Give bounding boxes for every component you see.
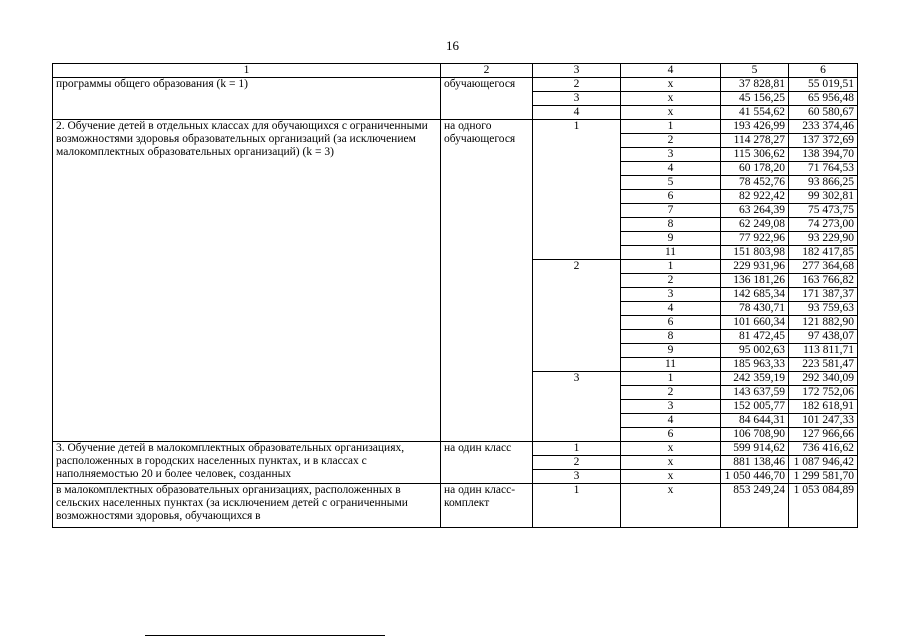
cell-col6: 223 581,47 — [789, 358, 858, 372]
unit-label: на один класс-комплект — [441, 484, 533, 528]
cell-col5: 81 472,45 — [721, 330, 789, 344]
cell-col6: 93 229,90 — [789, 232, 858, 246]
cell-col5: 77 922,96 — [721, 232, 789, 246]
cell-col6: 182 417,85 — [789, 246, 858, 260]
cell-col5: 115 306,62 — [721, 148, 789, 162]
cell-col4: 11 — [621, 358, 721, 372]
cell-col6: 101 247,33 — [789, 414, 858, 428]
cell-col3: 4 — [533, 106, 621, 120]
cell-col4: 2 — [621, 386, 721, 400]
cell-col4: 9 — [621, 344, 721, 358]
column-header-3: 3 — [533, 64, 621, 78]
table-row — [53, 442, 858, 456]
cell-col5: 136 181,26 — [721, 274, 789, 288]
row-description: 3. Обучение детей в малокомплектных образовательных организациях, расположенных в городских населенных пунктах, и в классах с наполняемостью 20 и более человек, созданных — [53, 442, 441, 484]
cell-col5: 82 922,42 — [721, 190, 789, 204]
cell-col5: 151 803,98 — [721, 246, 789, 260]
cell-col3: 3 — [533, 92, 621, 106]
cell-col4: x — [621, 470, 721, 484]
cell-col4: x — [621, 106, 721, 120]
cell-col4: 2 — [621, 274, 721, 288]
cell-col6: 93 866,25 — [789, 176, 858, 190]
cell-col5: 853 249,24 — [721, 484, 789, 528]
cell-col5: 142 685,34 — [721, 288, 789, 302]
cell-col6: 171 387,37 — [789, 288, 858, 302]
cell-col5: 143 637,59 — [721, 386, 789, 400]
cell-col4: 7 — [621, 204, 721, 218]
row-description: в малокомплектных образовательных организациях, расположенных в сельских населенных пунктах (за исключением детей с ограниченными возможностями здоровья, обучающихся в — [53, 484, 441, 528]
cell-col5: 78 430,71 — [721, 302, 789, 316]
unit-label: обучающегося — [441, 78, 533, 120]
cell-col4: x — [621, 484, 721, 528]
cell-col6: 137 372,69 — [789, 134, 858, 148]
cell-col5: 95 002,63 — [721, 344, 789, 358]
cell-col6: 172 752,06 — [789, 386, 858, 400]
column-header-1: 1 — [53, 64, 441, 78]
cell-col5: 78 452,76 — [721, 176, 789, 190]
cell-col6: 74 273,00 — [789, 218, 858, 232]
row-description: программы общего образования (k = 1) — [53, 78, 441, 120]
cell-col6: 97 438,07 — [789, 330, 858, 344]
table-row — [53, 120, 858, 134]
cell-col3: 1 — [533, 120, 621, 260]
cell-col3: 3 — [533, 470, 621, 484]
cell-col6: 99 302,81 — [789, 190, 858, 204]
cell-col4: 6 — [621, 190, 721, 204]
cell-col6: 1 087 946,42 — [789, 456, 858, 470]
cell-col5: 114 278,27 — [721, 134, 789, 148]
cell-col6: 75 473,75 — [789, 204, 858, 218]
cell-col5: 599 914,62 — [721, 442, 789, 456]
cell-col5: 62 249,08 — [721, 218, 789, 232]
cell-col4: x — [621, 92, 721, 106]
cell-col5: 106 708,90 — [721, 428, 789, 442]
page-number: 16 — [446, 38, 459, 53]
cell-col5: 185 963,33 — [721, 358, 789, 372]
cell-col4: 6 — [621, 428, 721, 442]
cell-col5: 229 931,96 — [721, 260, 789, 274]
cell-col6: 1 053 084,89 — [789, 484, 858, 528]
cell-col6: 65 956,48 — [789, 92, 858, 106]
cell-col4: 2 — [621, 134, 721, 148]
cell-col3: 2 — [533, 260, 621, 372]
cell-col6: 121 882,90 — [789, 316, 858, 330]
row-description: 2. Обучение детей в отдельных классах для обучающихся с ограниченными возможностями здоровья образовательных организаций (за исключением малокомплектных образовательных организаций) (k = 3) — [53, 120, 441, 442]
cell-col4: 4 — [621, 162, 721, 176]
cell-col4: x — [621, 442, 721, 456]
cell-col3: 2 — [533, 456, 621, 470]
column-header-6: 6 — [789, 64, 858, 78]
cell-col4: 11 — [621, 246, 721, 260]
cell-col4: 1 — [621, 120, 721, 134]
cell-col4: 8 — [621, 218, 721, 232]
data-table — [52, 63, 858, 528]
cell-col6: 71 764,53 — [789, 162, 858, 176]
unit-label: на одного обучающегося — [441, 120, 533, 442]
cell-col4: 3 — [621, 288, 721, 302]
footnote-divider — [145, 635, 385, 636]
cell-col4: 8 — [621, 330, 721, 344]
cell-col6: 233 374,46 — [789, 120, 858, 134]
cell-col4: 4 — [621, 302, 721, 316]
cell-col4: 4 — [621, 414, 721, 428]
cell-col4: x — [621, 78, 721, 92]
cell-col6: 182 618,91 — [789, 400, 858, 414]
cell-col4: 3 — [621, 400, 721, 414]
cell-col6: 292 340,09 — [789, 372, 858, 386]
cell-col3: 3 — [533, 372, 621, 442]
cell-col4: x — [621, 456, 721, 470]
cell-col3: 2 — [533, 78, 621, 92]
cell-col5: 45 156,25 — [721, 92, 789, 106]
cell-col6: 55 019,51 — [789, 78, 858, 92]
cell-col4: 5 — [621, 176, 721, 190]
table-row — [53, 78, 858, 92]
unit-label: на один класс — [441, 442, 533, 484]
column-header-5: 5 — [721, 64, 789, 78]
cell-col6: 127 966,66 — [789, 428, 858, 442]
cell-col3: 1 — [533, 442, 621, 456]
cell-col6: 163 766,82 — [789, 274, 858, 288]
cell-col5: 193 426,99 — [721, 120, 789, 134]
cell-col6: 113 811,71 — [789, 344, 858, 358]
table-row — [53, 64, 858, 78]
cell-col4: 1 — [621, 260, 721, 274]
cell-col4: 3 — [621, 148, 721, 162]
column-header-4: 4 — [621, 64, 721, 78]
cell-col4: 6 — [621, 316, 721, 330]
cell-col5: 41 554,62 — [721, 106, 789, 120]
cell-col5: 84 644,31 — [721, 414, 789, 428]
cell-col3: 1 — [533, 484, 621, 528]
table-row — [53, 484, 858, 528]
cell-col5: 242 359,19 — [721, 372, 789, 386]
cell-col4: 9 — [621, 232, 721, 246]
cell-col6: 1 299 581,70 — [789, 470, 858, 484]
cell-col6: 60 580,67 — [789, 106, 858, 120]
cell-col6: 736 416,62 — [789, 442, 858, 456]
cell-col5: 63 264,39 — [721, 204, 789, 218]
column-header-2: 2 — [441, 64, 533, 78]
cell-col5: 60 178,20 — [721, 162, 789, 176]
cell-col5: 152 005,77 — [721, 400, 789, 414]
cell-col6: 138 394,70 — [789, 148, 858, 162]
cell-col6: 277 364,68 — [789, 260, 858, 274]
cell-col4: 1 — [621, 372, 721, 386]
cell-col5: 881 138,46 — [721, 456, 789, 470]
cell-col6: 93 759,63 — [789, 302, 858, 316]
cell-col5: 1 050 446,70 — [721, 470, 789, 484]
cell-col5: 37 828,81 — [721, 78, 789, 92]
cell-col5: 101 660,34 — [721, 316, 789, 330]
